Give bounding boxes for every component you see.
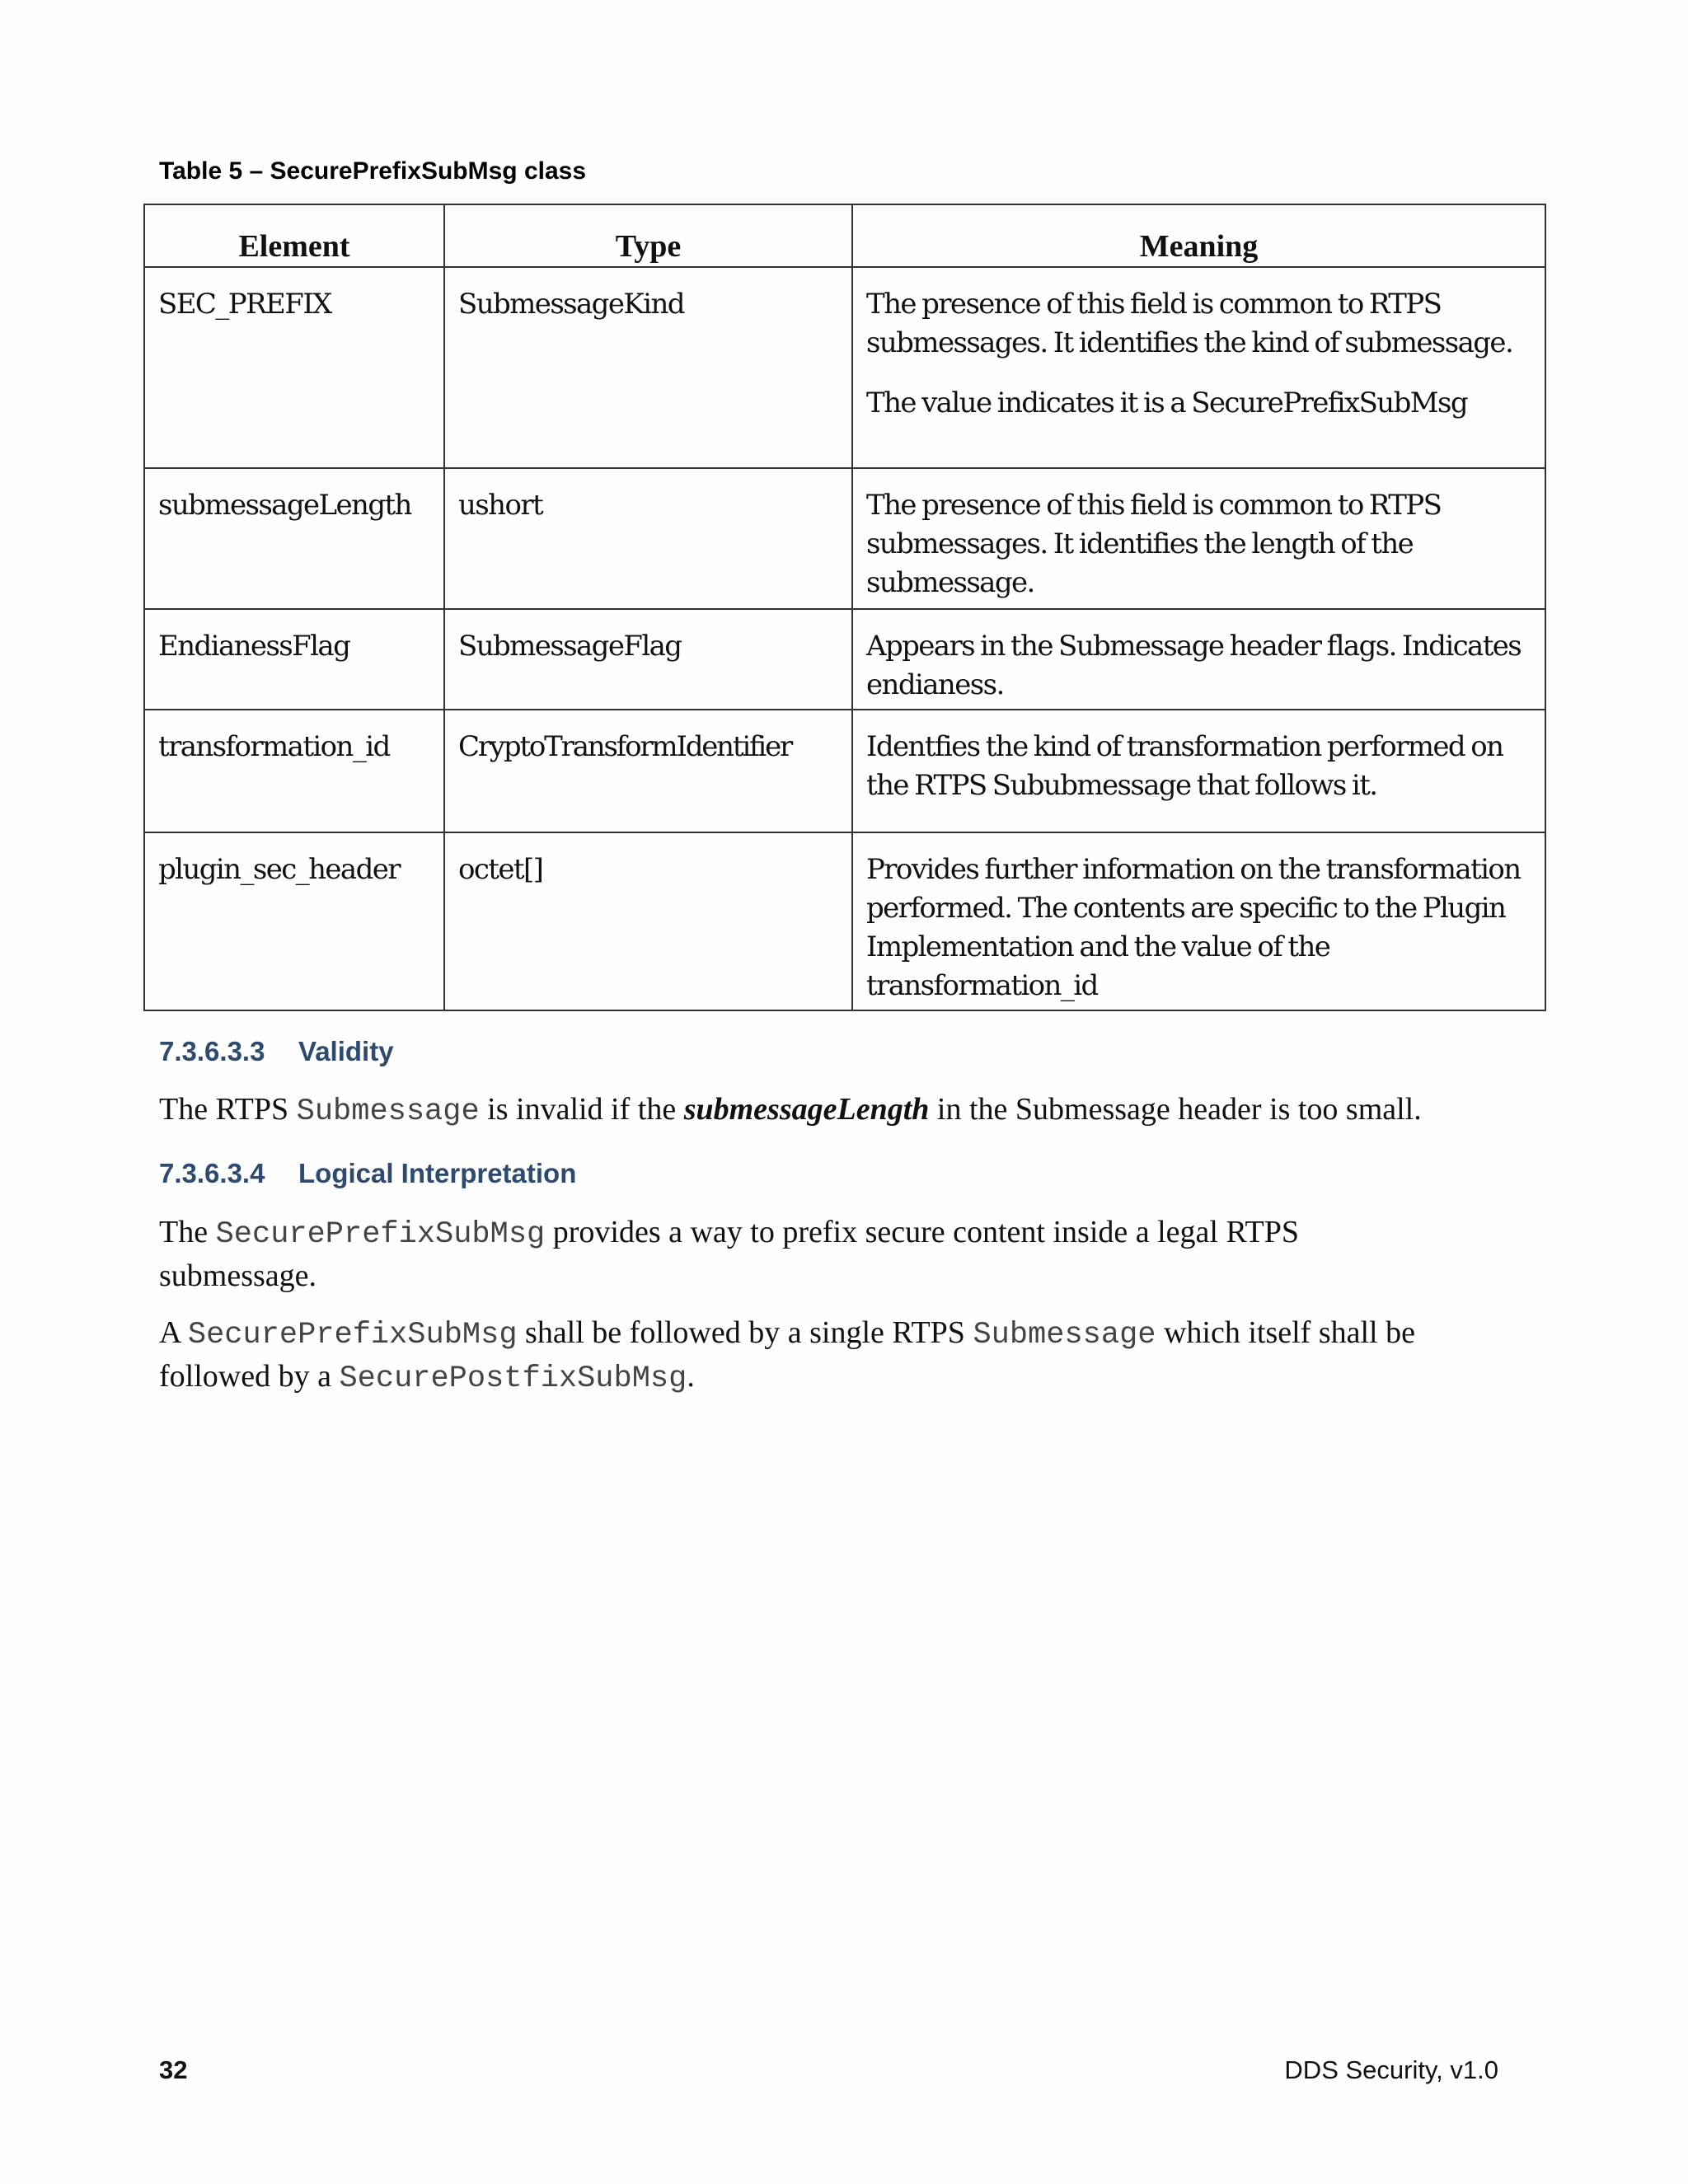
section-number: 7.3.6.3.4 [159, 1158, 265, 1188]
text-run: The RTPS [159, 1092, 297, 1127]
logical-paragraph-1 [159, 1212, 1412, 1296]
column-header-type: Type [444, 204, 852, 267]
emphasis-term: submessageLength [683, 1092, 930, 1127]
cell-meaning [852, 832, 1545, 1010]
text-run: A [159, 1315, 188, 1350]
meaning-paragraph: The presence of this field is common to RTPS submessages. It identifies the length of the submessage. [866, 489, 1442, 599]
cell-meaning [852, 609, 1545, 710]
table-row [144, 468, 1545, 609]
text-run: provides a way to prefix secure content inside a legal RTPS submessage. [159, 1215, 1299, 1293]
code-term: Submessage [296, 1094, 480, 1129]
code-term: SecurePrefixSubMsg [187, 1318, 518, 1352]
table-row [144, 832, 1545, 1010]
column-header-meaning: Meaning [852, 204, 1545, 267]
table-header-row [144, 204, 1545, 267]
text-run: which itself shall be followed by a [159, 1315, 1415, 1394]
text-run: The [159, 1215, 216, 1249]
meaning-paragraph: Identfies the kind of transformation performed on the RTPS Sububmessage that follows it. [866, 730, 1503, 802]
logical-paragraph-2 [159, 1312, 1527, 1399]
meaning-paragraph: The value indicates it is a SecurePrefixSubMsg [866, 387, 1467, 419]
code-term: SecurePrefixSubMsg [215, 1217, 546, 1252]
page-number: 32 [159, 2055, 188, 2084]
table-row [144, 710, 1545, 832]
text-run: . [687, 1359, 695, 1394]
cell-meaning [852, 267, 1545, 468]
code-term: SecurePostfixSubMsg [339, 1361, 687, 1396]
cell-element: plugin_sec_header [144, 832, 444, 1010]
meaning-paragraph: Appears in the Submessage header flags. Indicates endianess. [866, 630, 1522, 701]
column-header-element: Element [144, 204, 444, 267]
cell-type: SubmessageFlag [444, 609, 852, 710]
cell-element: SEC_PREFIX [144, 267, 444, 468]
cell-type: SubmessageKind [444, 267, 852, 468]
cell-meaning [852, 710, 1545, 832]
section-title: Validity [298, 1036, 394, 1066]
section-heading-logical-interpretation [159, 1158, 576, 1189]
text-run: shall be followed by a single RTPS [517, 1315, 973, 1350]
section-heading-validity [159, 1036, 394, 1067]
secure-prefix-table [143, 204, 1546, 1011]
table-row [144, 267, 1545, 468]
table-row [144, 609, 1545, 710]
document-title-footer: DDS Security, v1.0 [1284, 2055, 1498, 2084]
validity-paragraph [159, 1089, 1560, 1132]
cell-type: octet[] [444, 832, 852, 1010]
cell-element: EndianessFlag [144, 609, 444, 710]
text-run: in the Submessage header is too small. [929, 1092, 1422, 1127]
cell-type: CryptoTransformIdentifier [444, 710, 852, 832]
table-caption: Table 5 – SecurePrefixSubMsg class [159, 157, 587, 185]
cell-meaning [852, 468, 1545, 609]
meaning-paragraph: Provides further information on the transformation performed. The contents are specific to the Plugin Implementation and the value of the transformation_id [866, 853, 1521, 1002]
cell-element: submessageLength [144, 468, 444, 609]
cell-element: transformation_id [144, 710, 444, 832]
section-title: Logical Interpretation [298, 1158, 577, 1188]
text-run: is invalid if the [479, 1092, 684, 1127]
meaning-paragraph: The presence of this field is common to RTPS submessages. It identifies the kind of submessage. [866, 288, 1513, 359]
cell-type: ushort [444, 468, 852, 609]
section-number: 7.3.6.3.3 [159, 1036, 265, 1066]
code-term: Submessage [973, 1318, 1156, 1352]
